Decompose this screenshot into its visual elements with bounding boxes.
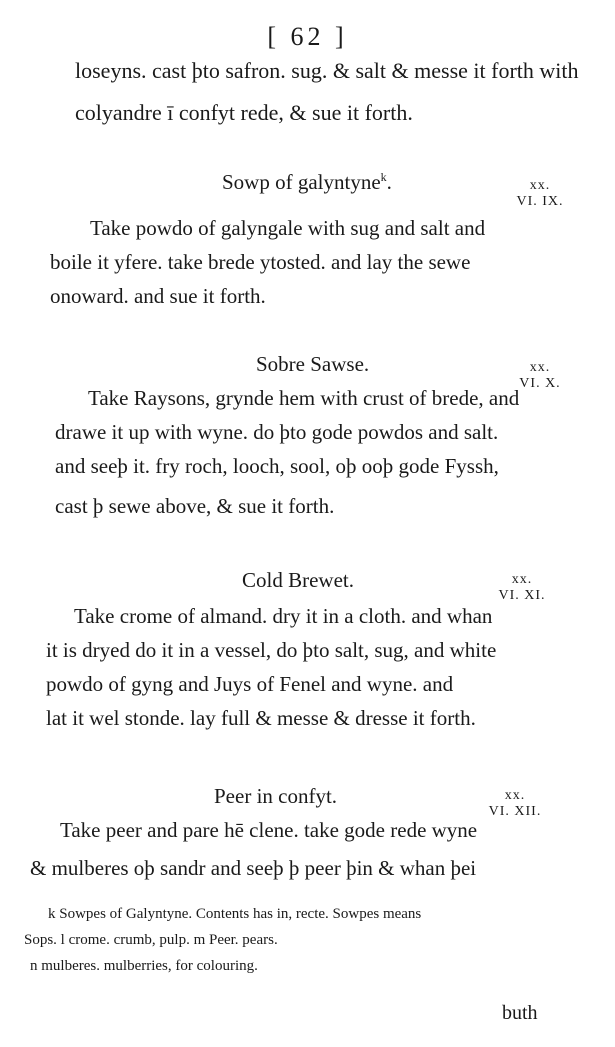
footnote-line: k Sowpes of Galyntyne. Contents has in, recte. Sowpes means — [48, 906, 422, 922]
catchword: buth — [502, 1002, 538, 1024]
recipe-line: drawe it up with wyne. do þto gode powdos and salt. — [55, 420, 499, 444]
recipe-title: Peer in confyt. — [214, 784, 338, 808]
page-number: [ 62 ] — [267, 22, 348, 51]
recipe-line: Take peer and pare hē clene. take gode rede wyne — [60, 818, 478, 842]
recipe-line: & mulberes oþ sandr and seeþ þ peer þin & whan þei — [30, 856, 477, 880]
recipe-line: it is dryed do it in a vessel, do þto salt, sug, and white — [46, 638, 497, 662]
recipe-line: lat it wel stonde. lay full & messe & dresse it forth. — [46, 706, 476, 730]
recipe-number: xx. VI. X. — [519, 360, 561, 391]
recipe-number: xx. VI. XII. — [488, 788, 542, 819]
footnote-line: Sops. l crome. crumb, pulp. m Peer. pears. — [24, 932, 278, 948]
recipe-line: onoward. and sue it forth. — [50, 284, 266, 308]
continuation-line: loseyns. cast þto safron. sug. & salt & messe it forth with — [75, 58, 579, 83]
recipe-number: xx. VI. XI. — [498, 572, 546, 603]
continuation-line: colyandre ī confyt rede, & sue it forth. — [75, 100, 413, 125]
recipe-line: Take Raysons, grynde hem with crust of brede, and — [88, 386, 520, 410]
recipe-line: cast þ sewe above, & sue it forth. — [55, 494, 335, 518]
recipe-title: Sowp of galyntyne$^k$. — [222, 170, 392, 194]
recipe-line: powdo of gyng and Juys of Fenel and wyne. and — [46, 672, 454, 696]
recipe-line: and seeþ it. fry roch, looch, sool, oþ ooþ gode Fyssh, — [55, 454, 499, 478]
recipe-line: boile it yfere. take brede ytosted. and lay the sewe — [50, 250, 471, 274]
recipe-title: Sobre Sawse. — [256, 352, 370, 376]
recipe-line: Take powdo of galyngale with sug and salt and — [90, 216, 486, 240]
recipe-title: Cold Brewet. — [242, 568, 354, 592]
footnote-line: n mulberes. mulberries, for colouring. — [30, 958, 258, 974]
recipe-line: Take crome of almand. dry it in a cloth. and whan — [74, 604, 493, 628]
recipe-number: xx. VI. IX. — [516, 178, 564, 209]
